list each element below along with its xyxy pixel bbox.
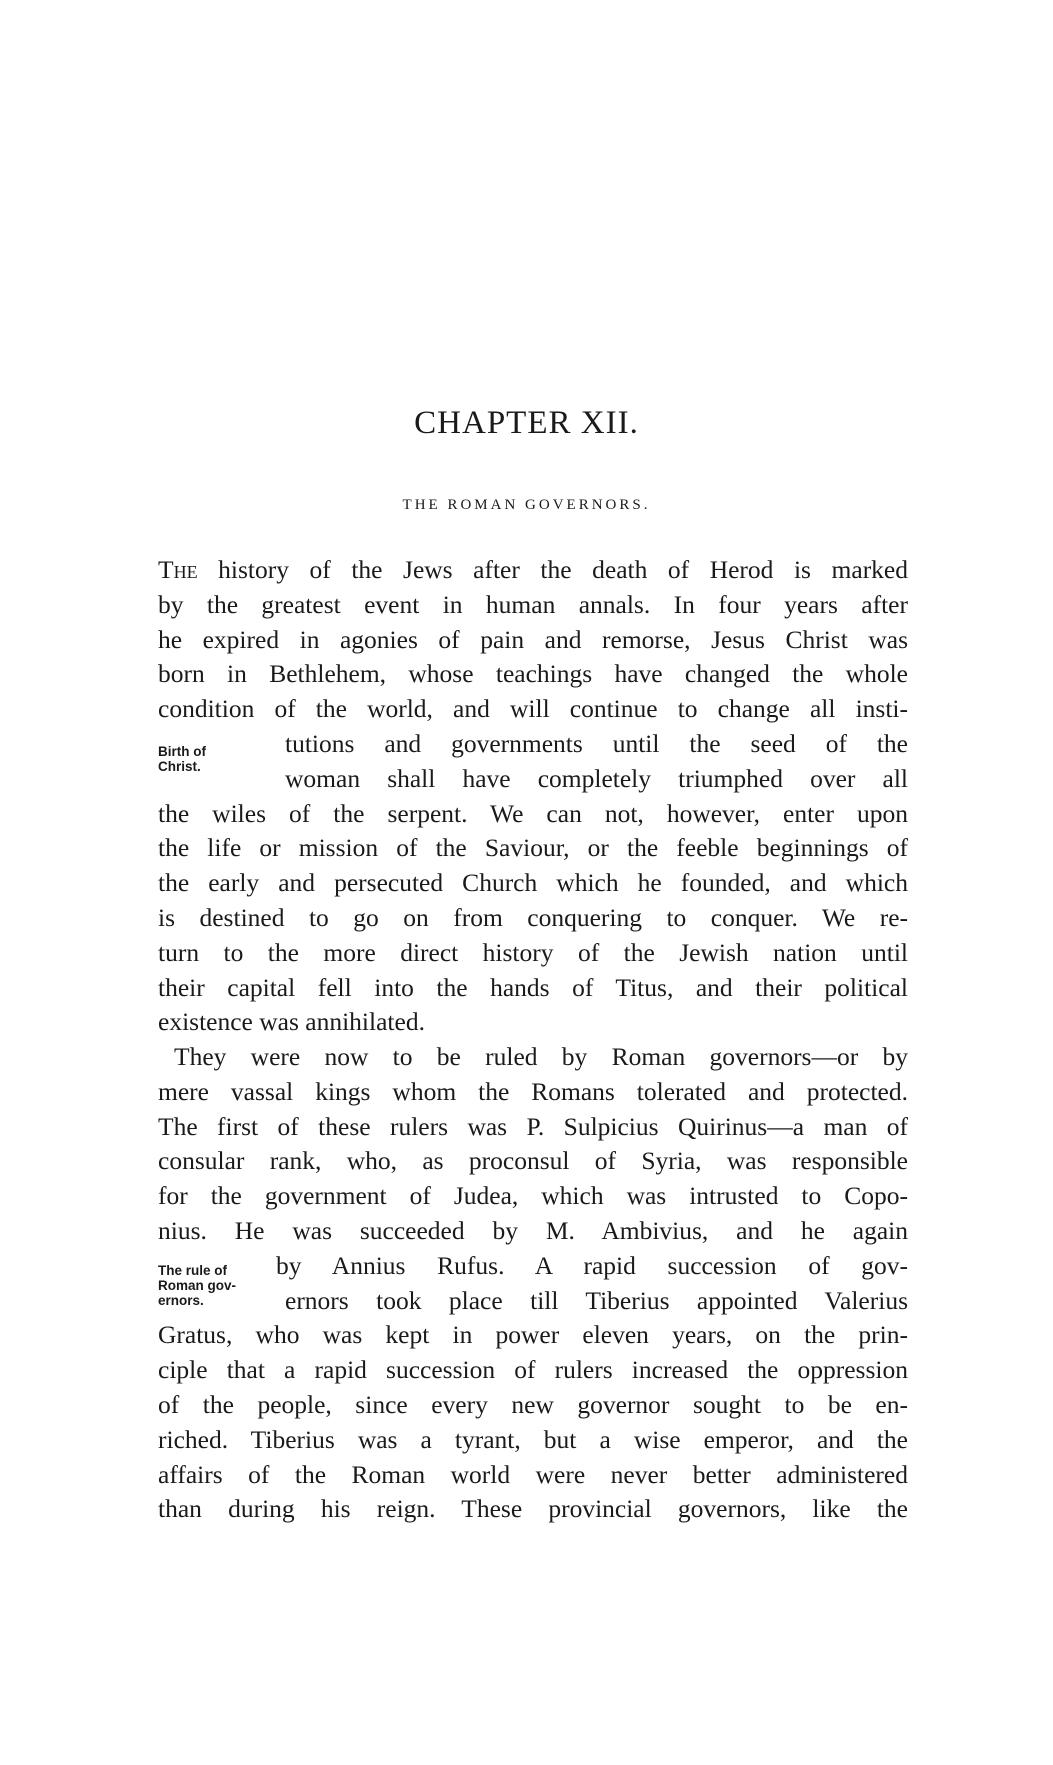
text-line: ciple that a rapid succession of rulers increased the oppression — [158, 1355, 908, 1385]
text-line: consular rank, who, as proconsul of Syria, was responsible — [158, 1146, 908, 1176]
text-line: ernors took place till Tiberius appointed Valerius — [285, 1285, 908, 1315]
text-line: nius. He was succeeded by M. Ambivius, and he again — [158, 1215, 908, 1245]
text-line: of the people, since every new governor sought to be en- — [158, 1389, 908, 1419]
text-line: condition of the world, and will continue to change all insti- — [158, 694, 908, 724]
text-line: woman shall have completely triumphed over all — [285, 763, 908, 793]
sidenote-line: Birth of — [158, 744, 206, 759]
text-line: The history of the Jews after the death of Herod is marked — [158, 555, 908, 584]
text-line: the early and persecuted Church which he founded, and which — [158, 868, 908, 898]
text-line: the wiles of the serpent. We can not, however, enter upon — [158, 798, 908, 828]
sidenote-line: The rule of — [158, 1263, 228, 1278]
text-line: mere vassal kings whom the Romans tolerated and protected. — [158, 1076, 908, 1106]
text-line: the life or mission of the Saviour, or the feeble beginnings of — [158, 833, 908, 863]
text-line: by the greatest event in human annals. In four years after — [158, 589, 908, 619]
text-line: for the government of Judea, which was intrusted to Copo- — [158, 1181, 908, 1211]
text-line: existence was annihilated. — [158, 1007, 425, 1037]
sidenote-line: ernors. — [158, 1293, 204, 1308]
text-line: he expired in agonies of pain and remorse, Jesus Christ was — [158, 624, 908, 654]
paragraph-1 — [158, 553, 908, 1040]
sidenote-line: Christ. — [158, 759, 201, 774]
text-line: tutions and governments until the seed of the — [285, 728, 908, 758]
text-line: turn to the more direct history of the Jewish nation until — [158, 937, 908, 967]
chapter-title: CHAPTER XII. — [414, 405, 639, 441]
text-line: their capital fell into the hands of Titus, and their political — [158, 972, 908, 1002]
text-line: Gratus, who was kept in power eleven years, on the prin- — [158, 1320, 908, 1350]
opening-word: The — [158, 555, 198, 584]
text-line: They were now to be ruled by Roman governors—or by — [174, 1042, 908, 1071]
text-line: than during his reign. These provincial governors, like the — [158, 1494, 908, 1524]
text-line: born in Bethlehem, whose teachings have changed the whole — [158, 659, 908, 689]
chapter-subtitle: THE ROMAN GOVERNORS. — [402, 497, 651, 513]
text-line: affairs of the Roman world were never better administered — [158, 1459, 908, 1489]
text-line: by Annius Rufus. A rapid succession of gov- — [276, 1250, 908, 1280]
paragraph-2 — [158, 1040, 908, 1527]
text-line: is destined to go on from conquering to conquer. We re- — [158, 902, 908, 932]
text-line: riched. Tiberius was a tyrant, but a wise emperor, and the — [158, 1424, 908, 1454]
sidenote-line: Roman gov- — [158, 1278, 237, 1293]
text-line: The first of these rulers was P. Sulpicius Quirinus—a man of — [158, 1111, 908, 1141]
